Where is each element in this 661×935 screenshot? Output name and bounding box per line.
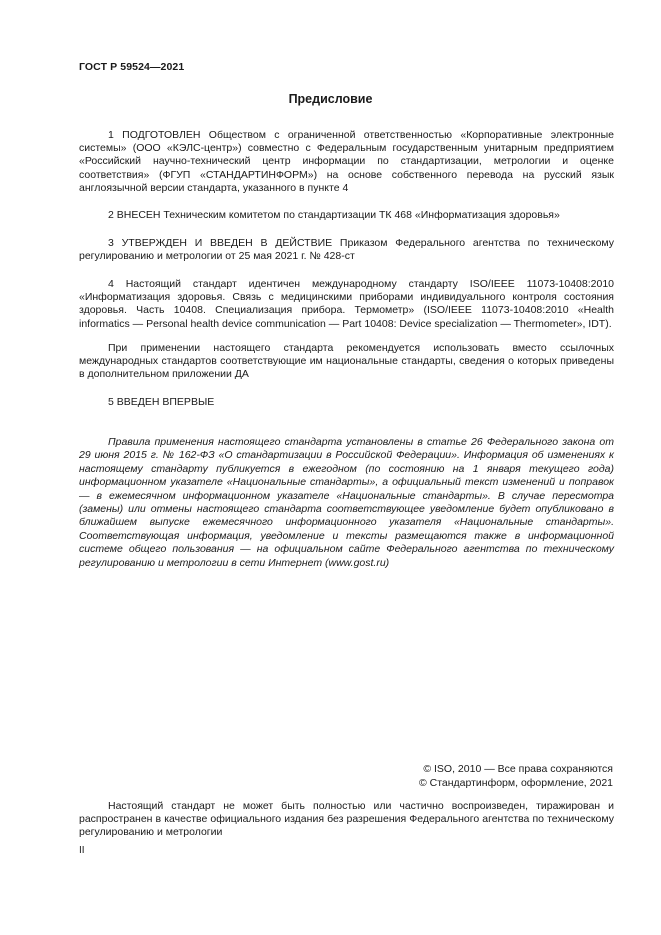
paragraph-2: 2 ВНЕСЕН Техническим комитетом по стандартизации ТК 468 «Информатизация здоровья» [108, 209, 560, 221]
paragraph-4: 4 Настоящий стандарт идентичен международному стандарту ISO/IEEE 11073-10408:2010 «Информатизация здоровья. Связь с медицинскими приборами индивидуального контроля состояния здоровья. Часть 10408. Специализация прибора. Термометр» (ISO/IEEE 11073-10408:2010 «Health informatics — Personal health device communication — Part 10408: Device specialization — Thermometer», IDT). [79, 278, 614, 330]
copyright-iso: © ISO, 2010 — Все права сохраняются [423, 763, 613, 775]
copyright-block [419, 762, 613, 790]
paragraph-3: 3 УТВЕРЖДЕН И ВВЕДЕН В ДЕЙСТВИЕ Приказом Федерального агентства по техническому регулированию и метрологии от 25 мая 2021 г. № 428-ст [79, 237, 614, 263]
application-rules-notice: Правила применения настоящего стандарта установлены в статье 26 Федерального закона от 29 июня 2015 г. № 162-ФЗ «О стандартизации в Российской Федерации». Информация об изменениях к настоящему стандарту публикуется в ежегодном (по состоянию на 1 января текущего года) информационном указателе «Национальные стандарты», а официальный текст изменений и поправок — в ежемесячном информационном указателе «Национальные стандарты». В случае пересмотра (замены) или отмены настоящего стандарта соответствующее уведомление будет опубликовано в ближайшем выпуске ежемесячного информационного указателя «Национальные стандарты». Соответствующая информация, уведомление и тексты размещаются также в информационной системе общего пользования — на официальном сайте Федерального агентства по техническому регулированию и метрологии в сети Интернет (www.gost.ru) [79, 436, 614, 569]
copyright-standartinform: © Стандартинформ, оформление, 2021 [418, 777, 613, 789]
standard-code: ГОСТ Р 59524—2021 [79, 61, 185, 73]
page-number: II [79, 845, 85, 856]
paragraph-4-note: При применении настоящего стандарта рекомендуется использовать вместо ссылочных международных стандартов соответствующие им национальные стандарты, сведения о которых приведены в дополнительном приложении ДА [79, 342, 614, 381]
paragraph-1: 1 ПОДГОТОВЛЕН Обществом с ограниченной ответственностью «Корпоративные электронные системы» (ООО «КЭЛС-центр») совместно с Федеральным государственным унитарным предприятием «Российский научно-технический центр информации по стандартизации, метрологии и оценке соответствия» (ФГУП «СТАНДАРТИНФОРМ») на основе собственного перевода на русский язык англоязычной версии стандарта, указанного в пункте 4 [79, 129, 614, 194]
page-title: Предисловие [288, 92, 373, 106]
paragraph-5: 5 ВВЕДЕН ВПЕРВЫЕ [108, 396, 215, 408]
reproduction-notice: Настоящий стандарт не может быть полностью или частично воспроизведен, тиражирован и распространен в качестве официального издания без разрешения Федерального агентства по техническому регулированию и метрологии [79, 800, 614, 839]
